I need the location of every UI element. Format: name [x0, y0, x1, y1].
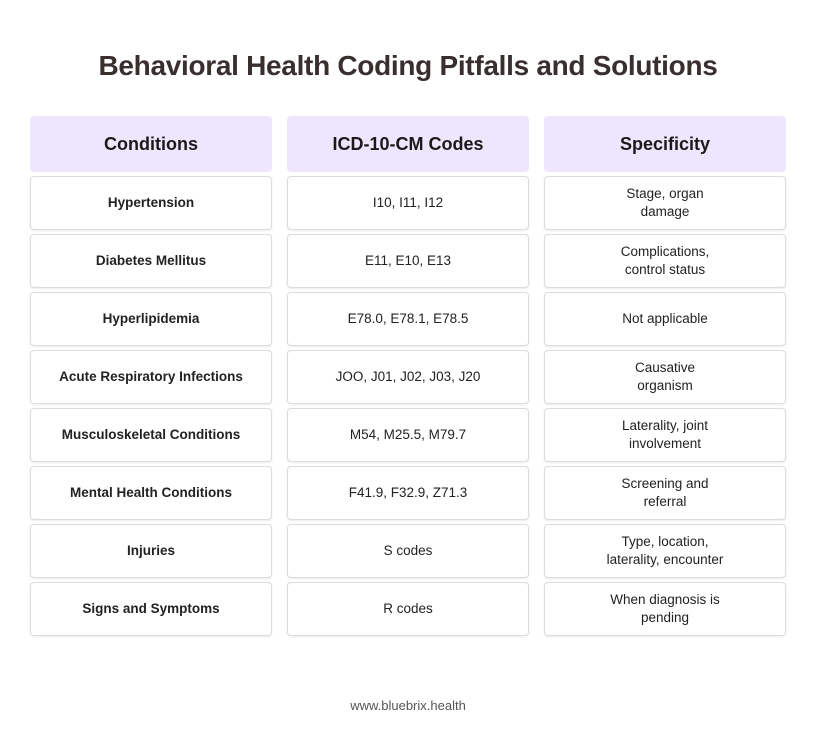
specificity-cell: [544, 234, 786, 288]
header-conditions: Conditions: [30, 116, 272, 172]
codes-cell: M54, M25.5, M79.7: [287, 408, 529, 462]
specificity-text: Causative organism: [634, 360, 696, 393]
specificity-cell: [544, 582, 786, 636]
condition-cell: Musculoskeletal Conditions: [30, 408, 272, 462]
specificity-cell: [544, 176, 786, 230]
specificity-cell: [544, 408, 786, 462]
condition-cell: Hypertension: [30, 176, 272, 230]
specificity-text: Type, location, laterality, encounter: [606, 534, 724, 567]
specificity-text: Stage, organ damage: [626, 186, 704, 219]
specificity-text: Screening and referral: [621, 476, 709, 509]
page-title: Behavioral Health Coding Pitfalls and Solutions: [98, 50, 718, 81]
specificity-cell: [544, 466, 786, 520]
codes-cell: I10, I11, I12: [287, 176, 529, 230]
specificity-cell: [544, 524, 786, 578]
codes-cell: R codes: [287, 582, 529, 636]
specificity-text: Laterality, joint involvement: [621, 418, 709, 451]
footer-website-link[interactable]: www.bluebrix.health: [350, 698, 466, 713]
condition-cell: Diabetes Mellitus: [30, 234, 272, 288]
codes-cell: JOO, J01, J02, J03, J20: [287, 350, 529, 404]
specificity-text: Complications, control status: [620, 244, 710, 277]
specificity-cell: [544, 292, 786, 346]
condition-cell: Acute Respiratory Infections: [30, 350, 272, 404]
coding-table: [30, 116, 786, 636]
specificity-cell: [544, 350, 786, 404]
codes-cell: S codes: [287, 524, 529, 578]
specificity-text: When diagnosis is pending: [610, 592, 720, 625]
header-specificity: Specificity: [544, 116, 786, 172]
condition-cell: Signs and Symptoms: [30, 582, 272, 636]
header-icd-codes: ICD-10-CM Codes: [287, 116, 529, 172]
condition-cell: Hyperlipidemia: [30, 292, 272, 346]
condition-cell: Mental Health Conditions: [30, 466, 272, 520]
codes-cell: E78.0, E78.1, E78.5: [287, 292, 529, 346]
condition-cell: Injuries: [30, 524, 272, 578]
specificity-text: Not applicable: [622, 311, 708, 326]
codes-cell: F41.9, F32.9, Z71.3: [287, 466, 529, 520]
codes-cell: E11, E10, E13: [287, 234, 529, 288]
